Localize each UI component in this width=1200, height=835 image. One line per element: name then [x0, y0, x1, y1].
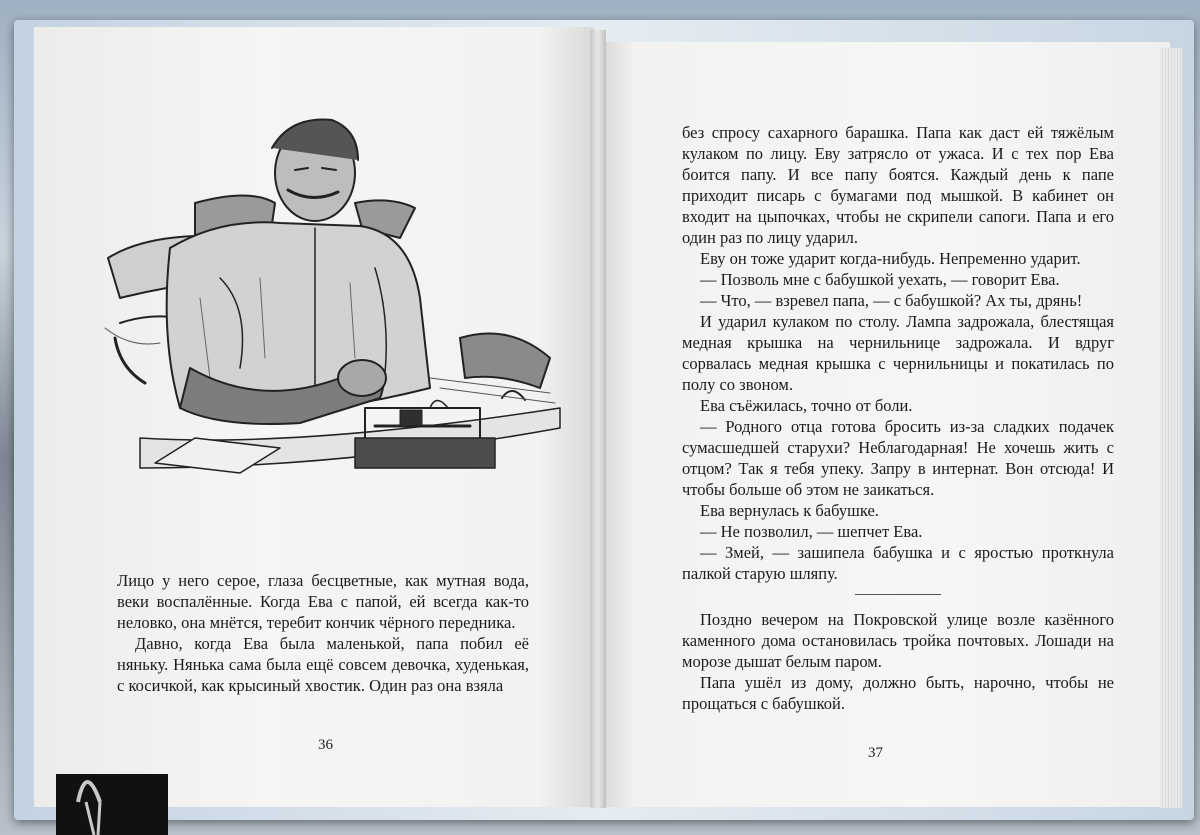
left-page-text [117, 570, 529, 696]
paragraph: без спросу сахарного барашка. Папа как даст ей тяжёлым кулаком по лицу. Еву затрясло от ужаса. И с тех пор Ева боится папу. И все папу боятся. Каждый день к папе приходит писарь с бумагами под мышкой. В кабинет он входит на цыпочках, чтобы не скрипели сапоги. Папа и его один раз по лицу ударил. [682, 123, 1114, 247]
page-number-left: 36 [318, 737, 333, 753]
paragraph: Лицо у него серое, глаза бесцветные, как мутная вода, веки воспалённые. Когда Ева с папой, ей всегда как-то неловко, она мнётся, теребит кончик чёрного передника. [117, 571, 529, 632]
paragraph: — Змей, — зашипела бабушка и с яростью проткнула палкой старую шляпу. [682, 543, 1114, 583]
page-number-right: 37 [868, 745, 883, 761]
section-separator [855, 594, 941, 595]
paragraph: Ева вернулась к бабушке. [700, 501, 879, 520]
paragraph: Ева съёжилась, точно от боли. [700, 396, 913, 415]
book-gutter [590, 30, 606, 808]
paragraph: Поздно вечером на Покровской улице возле казённого каменного дома остановилась тройка почтовых. Лошади на морозе дышат белым паром. [682, 610, 1114, 671]
page-edges [1160, 48, 1182, 808]
paragraph: — Что, — взревел папа, — с бабушкой? Ах ты, дрянь! [700, 291, 1083, 310]
illustration-officer-at-desk [100, 108, 562, 518]
paragraph: Еву он тоже ударит когда-нибудь. Непременно ударит. [700, 249, 1081, 268]
binder-clip-icon [56, 772, 168, 835]
paragraph: Папа ушёл из дому, должно быть, нарочно, чтобы не прощаться с бабушкой. [682, 673, 1114, 713]
paragraph: — Родного отца готова бросить из-за сладких подачек сумасшедшей старухи? Неблагодарная! Не хочешь жить с отцом? Так я тебя упеку. Запру в интернат. Вон отсюда! И чтобы больше об этом не заикаться. [682, 417, 1114, 499]
paragraph: Давно, когда Ева была маленькой, папа побил её няньку. Нянька сама была ещё совсем девочка, худенькая, с косичкой, как крысиный хвостик. Один раз она взяла [117, 634, 529, 695]
right-page-text [682, 122, 1114, 714]
paragraph: И ударил кулаком по столу. Лампа задрожала, блестящая медная крышка на чернильнице задрожала. И вдруг сорвалась медная крышка с чернильницы и покатилась по полу со звоном. [682, 312, 1114, 394]
paragraph: — Не позволил, — шепчет Ева. [700, 522, 923, 541]
paragraph: — Позволь мне с бабушкой уехать, — говорит Ева. [700, 270, 1060, 289]
